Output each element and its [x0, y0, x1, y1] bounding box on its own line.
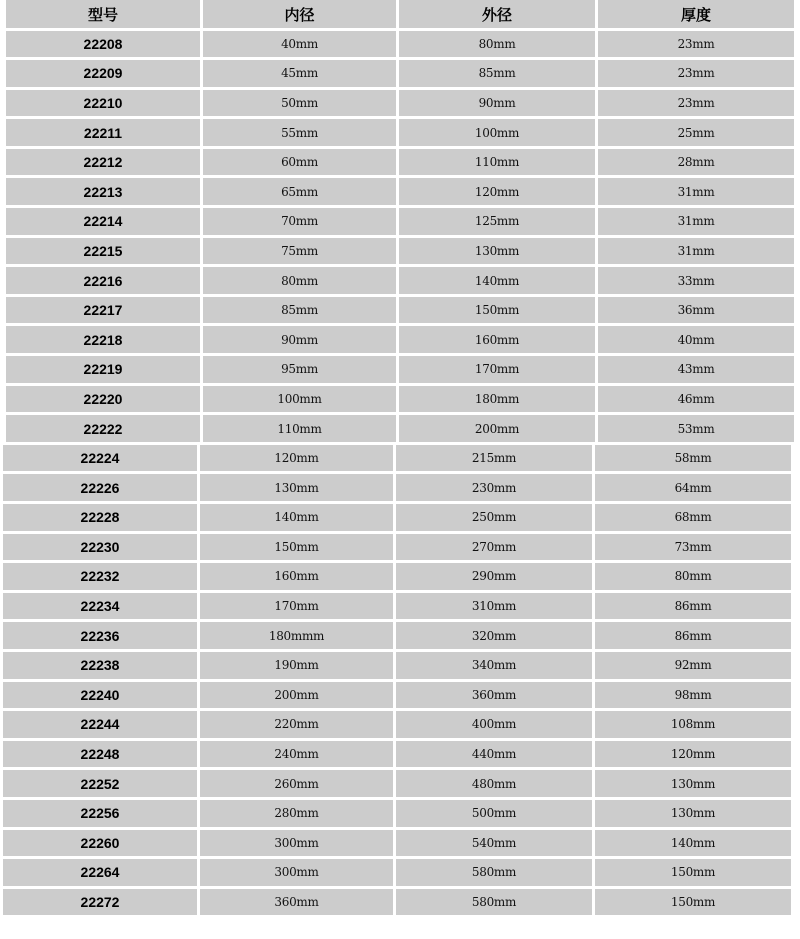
cell-thickness: 80mm — [595, 563, 791, 590]
cell-inner-diameter: 280mm — [200, 800, 393, 827]
cell-inner-diameter: 260mm — [200, 770, 393, 797]
cell-thickness: 58mm — [595, 445, 791, 472]
cell-thickness: 33mm — [598, 267, 794, 294]
cell-thickness: 53mm — [598, 415, 794, 442]
cell-model: 22248 — [3, 741, 197, 768]
cell-model: 22224 — [3, 445, 197, 472]
cell-inner-diameter: 130mm — [200, 474, 393, 501]
cell-outer-diameter: 340mm — [396, 652, 592, 679]
cell-inner-diameter: 110mm — [203, 415, 396, 442]
cell-outer-diameter: 480mm — [396, 770, 592, 797]
cell-inner-diameter: 360mm — [200, 889, 393, 916]
cell-outer-diameter: 90mm — [399, 90, 595, 117]
cell-model: 22217 — [6, 297, 200, 324]
cell-inner-diameter: 140mm — [200, 504, 393, 531]
header-model: 型号 — [6, 0, 200, 28]
cell-model: 22244 — [3, 711, 197, 738]
cell-model: 22252 — [3, 770, 197, 797]
cell-thickness: 23mm — [598, 31, 794, 58]
cell-model: 22222 — [6, 415, 200, 442]
cell-outer-diameter: 250mm — [396, 504, 592, 531]
table-row — [3, 474, 794, 501]
cell-inner-diameter: 300mm — [200, 859, 393, 886]
cell-model: 22264 — [3, 859, 197, 886]
cell-outer-diameter: 140mm — [399, 267, 595, 294]
table-header-row — [6, 0, 794, 28]
cell-thickness: 28mm — [598, 149, 794, 176]
cell-inner-diameter: 65mm — [203, 178, 396, 205]
cell-inner-diameter: 80mm — [203, 267, 396, 294]
cell-model: 22216 — [6, 267, 200, 294]
cell-inner-diameter: 120mm — [200, 445, 393, 472]
cell-model: 22214 — [6, 208, 200, 235]
table-row — [6, 326, 794, 353]
cell-model: 22226 — [3, 474, 197, 501]
cell-thickness: 36mm — [598, 297, 794, 324]
cell-inner-diameter: 170mm — [200, 593, 393, 620]
cell-outer-diameter: 170mm — [399, 356, 595, 383]
table-row — [3, 770, 794, 797]
cell-outer-diameter: 290mm — [396, 563, 592, 590]
table-row — [6, 297, 794, 324]
cell-thickness: 108mm — [595, 711, 791, 738]
header-outer-diameter: 外径 — [399, 0, 595, 28]
table-row — [6, 60, 794, 87]
cell-outer-diameter: 500mm — [396, 800, 592, 827]
cell-outer-diameter: 160mm — [399, 326, 595, 353]
cell-model: 22218 — [6, 326, 200, 353]
cell-thickness: 68mm — [595, 504, 791, 531]
cell-thickness: 73mm — [595, 534, 791, 561]
table-row — [6, 208, 794, 235]
cell-model: 22220 — [6, 386, 200, 413]
cell-thickness: 86mm — [595, 593, 791, 620]
cell-outer-diameter: 125mm — [399, 208, 595, 235]
cell-inner-diameter: 180mmm — [200, 622, 393, 649]
cell-model: 22209 — [6, 60, 200, 87]
cell-outer-diameter: 80mm — [399, 31, 595, 58]
cell-inner-diameter: 85mm — [203, 297, 396, 324]
cell-thickness: 92mm — [595, 652, 791, 679]
cell-model: 22219 — [6, 356, 200, 383]
table-row — [6, 119, 794, 146]
cell-inner-diameter: 300mm — [200, 830, 393, 857]
cell-outer-diameter: 230mm — [396, 474, 592, 501]
cell-inner-diameter: 50mm — [203, 90, 396, 117]
cell-outer-diameter: 540mm — [396, 830, 592, 857]
cell-model: 22238 — [3, 652, 197, 679]
table-row — [3, 563, 794, 590]
cell-inner-diameter: 190mm — [200, 652, 393, 679]
cell-model: 22213 — [6, 178, 200, 205]
cell-inner-diameter: 75mm — [203, 238, 396, 265]
cell-outer-diameter: 85mm — [399, 60, 595, 87]
cell-inner-diameter: 95mm — [203, 356, 396, 383]
cell-outer-diameter: 310mm — [396, 593, 592, 620]
cell-inner-diameter: 60mm — [203, 149, 396, 176]
header-inner-diameter: 内径 — [203, 0, 396, 28]
cell-thickness: 120mm — [595, 741, 791, 768]
table-row — [3, 504, 794, 531]
header-thickness: 厚度 — [598, 0, 794, 28]
cell-model: 22272 — [3, 889, 197, 916]
cell-model: 22260 — [3, 830, 197, 857]
table-row — [3, 622, 794, 649]
cell-model: 22228 — [3, 504, 197, 531]
table-row — [3, 800, 794, 827]
cell-inner-diameter: 90mm — [203, 326, 396, 353]
cell-model: 22232 — [3, 563, 197, 590]
cell-model: 22215 — [6, 238, 200, 265]
cell-outer-diameter: 320mm — [396, 622, 592, 649]
table-row — [3, 711, 794, 738]
cell-outer-diameter: 215mm — [396, 445, 592, 472]
cell-model: 22208 — [6, 31, 200, 58]
cell-outer-diameter: 130mm — [399, 238, 595, 265]
cell-model: 22240 — [3, 682, 197, 709]
table-row — [6, 149, 794, 176]
cell-inner-diameter: 240mm — [200, 741, 393, 768]
cell-thickness: 130mm — [595, 800, 791, 827]
cell-thickness: 31mm — [598, 238, 794, 265]
table-row — [3, 830, 794, 857]
cell-model: 22211 — [6, 119, 200, 146]
cell-inner-diameter: 100mm — [203, 386, 396, 413]
cell-thickness: 86mm — [595, 622, 791, 649]
cell-model: 22212 — [6, 149, 200, 176]
cell-model: 22236 — [3, 622, 197, 649]
table-row — [3, 652, 794, 679]
cell-thickness: 31mm — [598, 208, 794, 235]
cell-inner-diameter: 160mm — [200, 563, 393, 590]
cell-thickness: 150mm — [595, 889, 791, 916]
cell-inner-diameter: 45mm — [203, 60, 396, 87]
cell-inner-diameter: 200mm — [200, 682, 393, 709]
table-row — [6, 267, 794, 294]
cell-outer-diameter: 100mm — [399, 119, 595, 146]
table-row — [6, 90, 794, 117]
cell-outer-diameter: 580mm — [396, 859, 592, 886]
cell-outer-diameter: 580mm — [396, 889, 592, 916]
table-row — [3, 741, 794, 768]
cell-thickness: 64mm — [595, 474, 791, 501]
cell-outer-diameter: 200mm — [399, 415, 595, 442]
table-row — [3, 534, 794, 561]
cell-outer-diameter: 120mm — [399, 178, 595, 205]
table-row — [3, 593, 794, 620]
cell-outer-diameter: 150mm — [399, 297, 595, 324]
table-row — [6, 386, 794, 413]
table-row — [3, 889, 794, 916]
cell-thickness: 25mm — [598, 119, 794, 146]
cell-outer-diameter: 440mm — [396, 741, 592, 768]
table-row — [3, 859, 794, 886]
cell-model: 22230 — [3, 534, 197, 561]
cell-thickness: 40mm — [598, 326, 794, 353]
cell-outer-diameter: 400mm — [396, 711, 592, 738]
cell-thickness: 140mm — [595, 830, 791, 857]
table-row — [6, 415, 794, 442]
table-row — [6, 178, 794, 205]
cell-thickness: 23mm — [598, 90, 794, 117]
cell-thickness: 98mm — [595, 682, 791, 709]
cell-thickness: 31mm — [598, 178, 794, 205]
cell-thickness: 150mm — [595, 859, 791, 886]
table-row — [3, 682, 794, 709]
cell-inner-diameter: 40mm — [203, 31, 396, 58]
cell-inner-diameter: 55mm — [203, 119, 396, 146]
cell-thickness: 46mm — [598, 386, 794, 413]
bearing-spec-table — [6, 0, 794, 918]
cell-outer-diameter: 110mm — [399, 149, 595, 176]
cell-outer-diameter: 270mm — [396, 534, 592, 561]
table-row — [6, 238, 794, 265]
cell-model: 22256 — [3, 800, 197, 827]
cell-thickness: 23mm — [598, 60, 794, 87]
cell-outer-diameter: 360mm — [396, 682, 592, 709]
cell-inner-diameter: 70mm — [203, 208, 396, 235]
cell-inner-diameter: 150mm — [200, 534, 393, 561]
table-row — [6, 31, 794, 58]
table-body — [6, 31, 794, 916]
cell-outer-diameter: 180mm — [399, 386, 595, 413]
cell-inner-diameter: 220mm — [200, 711, 393, 738]
cell-thickness: 43mm — [598, 356, 794, 383]
cell-model: 22234 — [3, 593, 197, 620]
cell-thickness: 130mm — [595, 770, 791, 797]
table-row — [3, 445, 794, 472]
cell-model: 22210 — [6, 90, 200, 117]
table-row — [6, 356, 794, 383]
